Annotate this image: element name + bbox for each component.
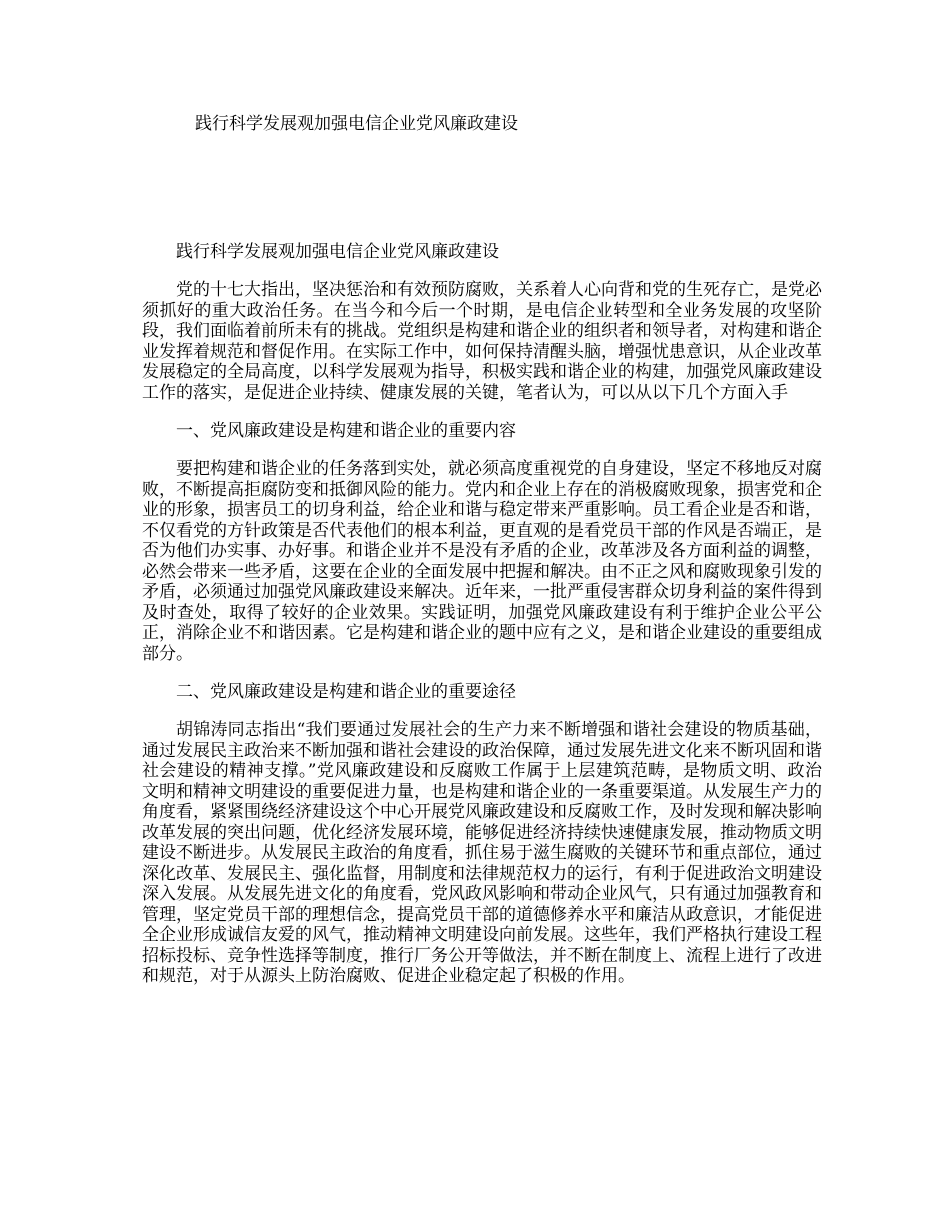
section-2-heading: 二、党风廉政建设是构建和谐企业的重要途径: [176, 682, 516, 702]
section-1-heading: 一、党风廉政建设是构建和谐企业的重要内容: [176, 421, 516, 441]
section-2-paragraph: 胡锦涛同志指出“我们要通过发展社会的生产力来不断增强和谐社会建设的物质基础，通过发展民主政治来不断加强和谐社会建设的政治保障，通过发展先进文化来不断巩固和谐社会建设的精神支撑。”党风廉政建设和反腐败工作属于上层建筑范畴，是物质文明、政治文明和精神文明建设的重要促进力量，也是构建和谐企业的一条重要渠道。从发展生产力的角度看，紧紧围绕经济建设这个中心开展党风廉政建设和反腐败工作，及时发现和解决影响改革发展的突出问题，优化经济发展环境，能够促进经济持续快速健康发展，推动物质文明建设不断进步。从发展民主政治的角度看，抓住易于滋生腐败的关键环节和重点部位，通过深化改革、发展民主、强化监督，用制度和法律规范权力的运行，有利于促进政治文明建设深入发展。从发展先进文化的角度看，党风政风影响和带动企业风气，只有通过加强教育和管理，坚定党员干部的理想信念，提高党员干部的道德修养水平和廉洁从政意识，才能促进全企业形成诚信友爱的风气，推动精神文明建设向前发展。这些年，我们严格执行建设工程招标投标、竞争性选择等制度，推行厂务公开等做法，并不断在制度上、流程上进行了改进和规范，对于从源头上防治腐败、促进企业稳定起了积极的作用。: [142, 720, 822, 986]
article-body: [142, 241, 822, 1004]
intro-paragraph: 党的十七大指出，坚决惩治和有效预防腐败，关系着人心向背和党的生死存亡，是党必须抓好的重大政治任务。在当今和今后一个时期，是电信企业转型和全业务发展的攻坚阶段，我们面临着前所未有的挑战。党组织是构建和谐企业的组织者和领导者，对构建和谐企业发挥着规范和督促作用。在实际工作中，如何保持清醒头脑，增强忧患意识，从企业改革发展稳定的全局高度，以科学发展观为指导，积极实践和谐企业的构建，加强党风廉政建设工作的落实，是促进企业持续、健康发展的关键，笔者认为，可以从以下几个方面入手: [142, 280, 822, 403]
document-title: 践行科学发展观加强电信企业党风廉政建设: [195, 114, 518, 134]
section-1-paragraph: 要把构建和谐企业的任务落到实处，就必须高度重视党的自身建设，坚定不移地反对腐败，不断提高拒腐防变和抵御风险的能力。党内和企业上存在的消极腐败现象，损害党和企业的形象，损害员工的切身利益，给企业和谐与稳定带来严重影响。员工看企业是否和谐，不仅看党的方针政策是否代表他们的根本利益，更直观的是看党员干部的作风是否端正，是否为他们办实事、办好事。和谐企业并不是没有矛盾的企业，改革涉及各方面利益的调整，必然会带来一些矛盾，这要在企业的全面发展中把握和解决。由不正之风和腐败现象引发的矛盾，必须通过加强党风廉政建设来解决。近年来，一批严重侵害群众切身利益的案件得到及时查处，取得了较好的企业效果。实践证明，加强党风廉政建设有利于维护企业公平公正，消除企业不和谐因素。它是构建和谐企业的题中应有之义，是和谐企业建设的重要组成部分。: [142, 459, 822, 664]
article-title: 践行科学发展观加强电信企业党风廉政建设: [176, 242, 499, 262]
